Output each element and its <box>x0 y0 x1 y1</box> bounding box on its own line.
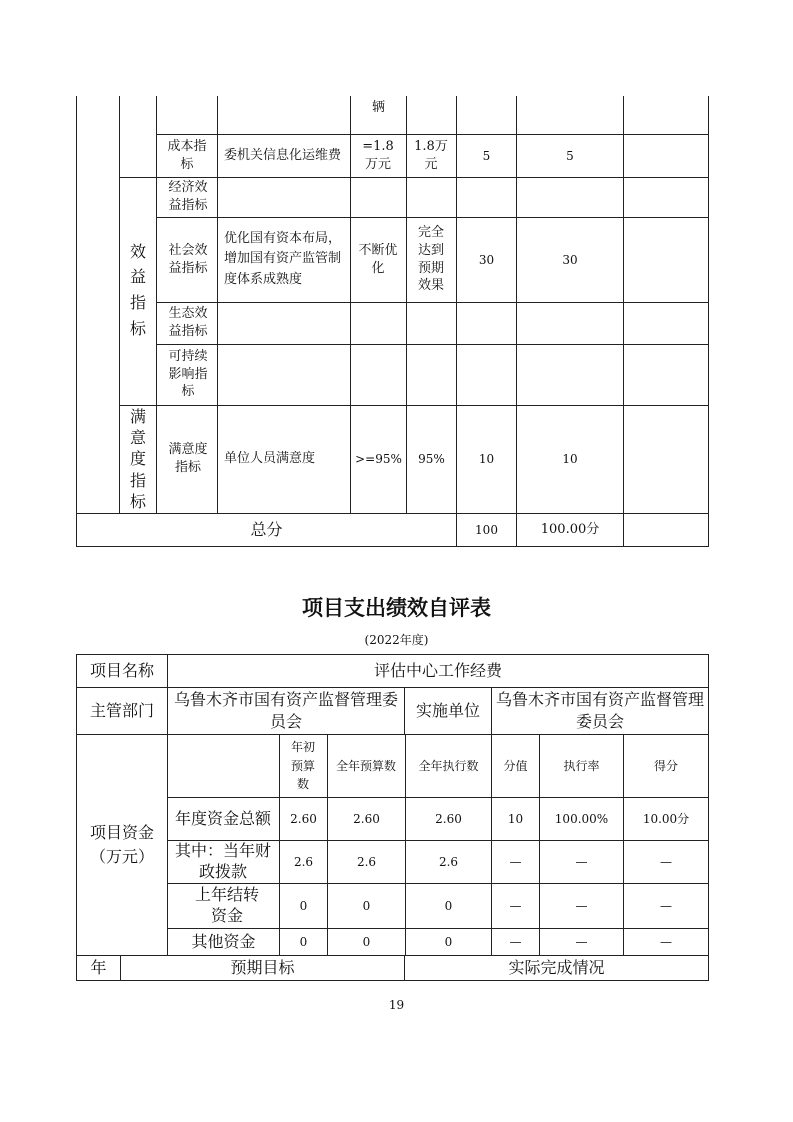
page-title: 项目支出绩效自评表 <box>302 596 491 621</box>
funds-row-exec: 2.60 <box>435 812 462 826</box>
satisfaction-weight-cell: 10 <box>478 452 495 466</box>
dept-label: 主管部门 <box>89 701 154 720</box>
expected-goal-header: 预期目标 <box>230 958 295 977</box>
funds-row-weight: 10 <box>507 812 524 826</box>
sustainable-category-cell: 可持续影响指标 <box>168 349 208 400</box>
funds-row-score: — <box>660 855 672 869</box>
cost-weight-cell: 5 <box>482 148 491 163</box>
actual-completion-header: 实际完成情况 <box>508 958 605 977</box>
funds-label: 项目资金（万元） <box>89 823 154 866</box>
header-weight: 分值 <box>503 759 528 773</box>
funds-row-budget: 2.60 <box>353 812 380 826</box>
social-weight-cell: 30 <box>478 252 495 267</box>
funds-row-budget: 0 <box>362 899 371 913</box>
funds-row-exec: 2.6 <box>438 855 459 869</box>
funds-row-rate: — <box>575 935 588 949</box>
funds-row-start: 2.6 <box>293 855 314 869</box>
funds-row-rate: 100.00% <box>554 812 609 826</box>
economic-category-cell: 经济效益指标 <box>168 180 208 213</box>
funds-row-weight: — <box>509 935 522 949</box>
impl-label: 实施单位 <box>415 701 480 720</box>
page-number: 19 <box>388 998 405 1012</box>
total-weight: 100 <box>475 523 498 537</box>
project-name-value: 评估中心工作经费 <box>373 661 502 680</box>
funds-row-start: 2.60 <box>290 812 317 826</box>
cost-target-cell: =1.8万元 <box>362 138 394 172</box>
funds-row-exec: 0 <box>444 935 453 949</box>
social-indicator-cell: 优化国有资本布局，增加国有资产监管制度体系成熟度 <box>224 231 342 287</box>
satisfaction-target-cell: >=95% <box>355 452 402 466</box>
ecological-category-cell: 生态效益指标 <box>168 306 208 339</box>
social-category-cell: 社会效益指标 <box>168 242 208 276</box>
total-score: 100.00分 <box>540 522 600 538</box>
header-full-year-budget: 全年预算数 <box>335 758 396 773</box>
funds-row-exec: 0 <box>444 899 453 913</box>
benefit-group-label: 效益指标 <box>129 241 146 338</box>
funds-row-label: 年度资金总额 <box>174 808 271 828</box>
vehicle-unit-cell: 辆 <box>371 100 385 116</box>
project-name-label: 项目名称 <box>89 661 154 680</box>
social-target-cell: 不断优化 <box>358 242 398 276</box>
dept-value: 乌鲁木齐市国有资产监督管理委员会 <box>173 690 398 731</box>
header-full-year-exec: 全年执行数 <box>418 759 479 773</box>
funds-row-budget: 0 <box>362 935 371 949</box>
impl-value: 乌鲁木齐市国有资产监督管理委员会 <box>496 690 705 731</box>
funds-row-start: 0 <box>299 899 308 913</box>
cost-indicator-cell: 委机关信息化运维费 <box>224 147 342 163</box>
satisfaction-category-cell: 满意度指标 <box>168 442 208 475</box>
funds-row-weight: — <box>509 855 522 869</box>
funds-row-rate: — <box>575 855 588 869</box>
cost-category-cell: 成本指标 <box>167 138 207 172</box>
total-label: 总分 <box>250 520 283 539</box>
header-year-start-budget: 年初预算数 <box>290 740 315 792</box>
funds-row-score: 10.00分 <box>642 812 690 826</box>
satisfaction-score-cell: 10 <box>562 452 578 466</box>
funds-row-budget: 2.6 <box>356 855 377 869</box>
funds-row-score: — <box>660 935 672 949</box>
funds-row-rate: — <box>575 899 588 913</box>
funds-row-weight: — <box>509 899 522 913</box>
funds-row-label: 上年结转资金 <box>194 885 259 925</box>
funds-row-label: 其中：当年财政拨款 <box>174 841 271 881</box>
satisfaction-indicator-cell: 单位人员满意度 <box>224 451 316 467</box>
header-score: 得分 <box>653 759 678 773</box>
social-actual-cell: 完全达到预期效果 <box>417 225 444 294</box>
funds-row-label: 其他资金 <box>191 932 256 951</box>
cost-score-cell: 5 <box>566 148 574 163</box>
funds-row-start: 0 <box>299 935 308 949</box>
header-exec-rate: 执行率 <box>563 759 600 773</box>
satisfaction-actual-cell: 95% <box>418 452 445 466</box>
year-fragment-cell: 年 <box>90 958 107 977</box>
year-subtitle: (2022年度) <box>364 633 429 647</box>
social-score-cell: 30 <box>562 252 578 267</box>
satisfaction-group-label: 满意度指标 <box>129 407 146 511</box>
funds-row-score: — <box>660 899 672 913</box>
cost-actual-cell: 1.8万元 <box>414 138 448 172</box>
